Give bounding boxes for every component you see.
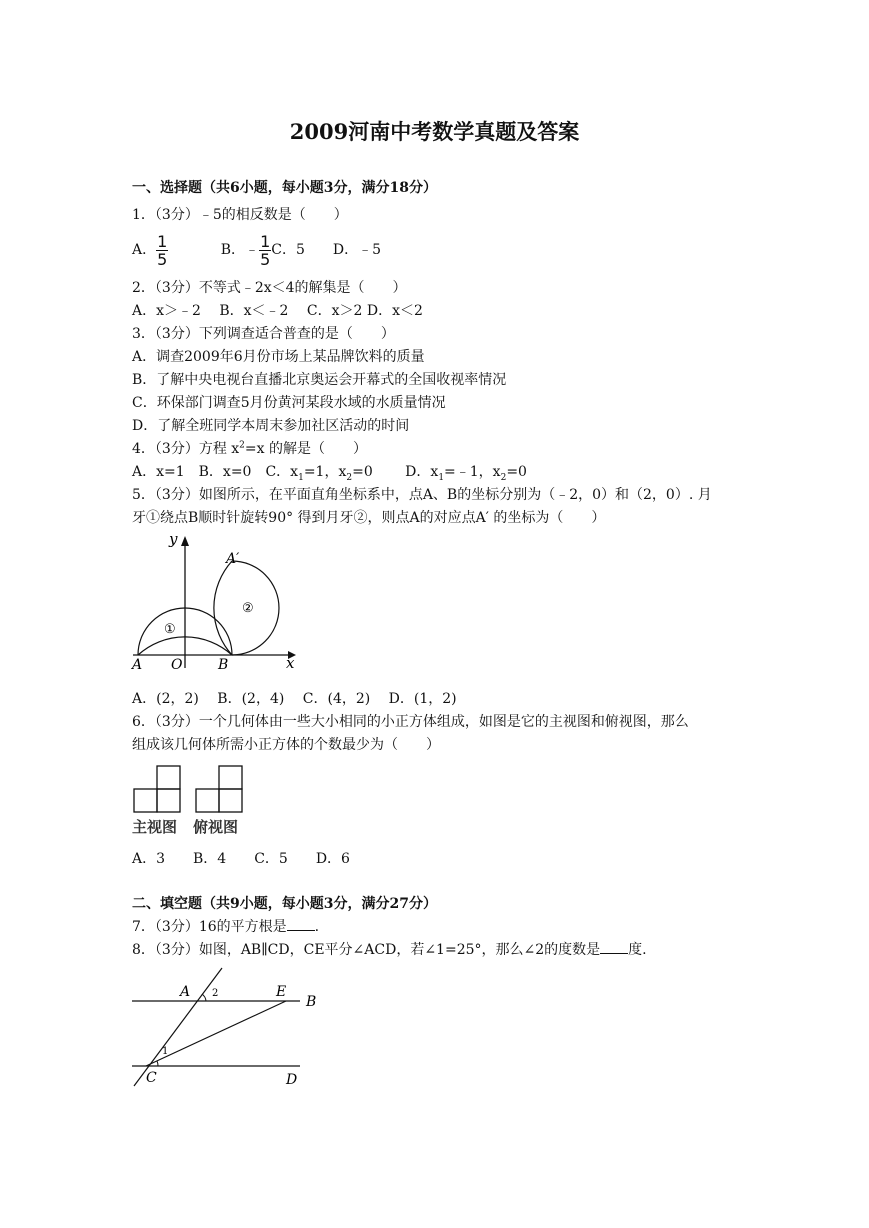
q5-figure bbox=[128, 528, 308, 674]
q7-blank bbox=[287, 916, 315, 931]
q4-c-sub1: 1 bbox=[298, 472, 304, 483]
y-axis-arrow bbox=[181, 536, 189, 546]
q4-stem-sup: 2 bbox=[239, 440, 245, 451]
q6-line1: 6．（3分）一个几何体由一些大小相同的小正方体组成，如图是它的主视图和俯视图，那么 bbox=[132, 714, 689, 730]
label-c: C bbox=[146, 1070, 157, 1086]
front-view bbox=[134, 766, 180, 812]
q1-a-label: A． bbox=[132, 242, 157, 258]
moon2-inner-arc bbox=[214, 561, 232, 655]
q1-b-fraction bbox=[259, 233, 271, 268]
angle1-arc bbox=[157, 1061, 158, 1066]
section2-heading: 二、填空题（共9小题，每小题3分，满分27分） bbox=[132, 896, 437, 912]
q1-a-den: 5 bbox=[157, 249, 168, 269]
q2-options: A．x＞﹣2 B．x＜﹣2 C．x＞2 D．x＜2 bbox=[132, 303, 423, 319]
q6-options: A．3 B．4 C．5 D．6 bbox=[132, 851, 350, 867]
point-a-prime-label: A′ bbox=[226, 551, 240, 567]
page-title: 2009河南中考数学真题及答案 bbox=[289, 119, 580, 144]
q8-figure bbox=[128, 962, 328, 1092]
q3-option-d: D．了解全班同学本周末参加社区活动的时间 bbox=[132, 418, 410, 434]
line-ac bbox=[134, 968, 222, 1086]
q3-stem: 3．（3分）下列调查适合普查的是（ ） bbox=[132, 326, 395, 342]
q7-stem: 7．（3分）16的平方根是 bbox=[132, 919, 287, 935]
q5-line2: 牙①绕点B顺时针旋转90° 得到月牙②，则点A的对应点A′ 的坐标为（ ） bbox=[132, 510, 606, 526]
q4-stem bbox=[132, 438, 367, 458]
q4-c-end: =0 D．x bbox=[352, 464, 439, 480]
moon2-label: ② bbox=[242, 601, 254, 616]
q4-d-mid: =﹣1，x bbox=[444, 464, 501, 480]
label-b: B bbox=[306, 994, 317, 1010]
moon2-outer-arc bbox=[232, 561, 279, 655]
q1-b-label: B．﹣ bbox=[220, 242, 260, 258]
q4-d-sub1: 1 bbox=[438, 472, 445, 483]
q4-opt-ab: A．x=1 B．x=0 C．x bbox=[132, 464, 299, 480]
origin-label: O bbox=[171, 657, 183, 673]
q4-stem-post: =x 的解是（ ） bbox=[244, 441, 367, 457]
top-view-label: 俯视图 bbox=[193, 818, 239, 836]
y-label: y bbox=[169, 530, 178, 548]
q6-figure bbox=[130, 762, 250, 838]
q8-end: 度. bbox=[628, 942, 647, 958]
q4-d-sub2: 2 bbox=[500, 472, 507, 483]
label-1: 1 bbox=[162, 1046, 169, 1057]
q1-b-num: 1 bbox=[260, 231, 271, 251]
q1-b-den: 5 bbox=[260, 249, 271, 269]
label-d: D bbox=[286, 1072, 298, 1088]
angle2-arc bbox=[202, 994, 206, 1001]
point-a-label: A bbox=[132, 657, 143, 673]
section1-heading: 一、选择题（共6小题，每小题3分，满分18分） bbox=[132, 180, 437, 196]
q1-a-num: 1 bbox=[157, 231, 168, 251]
q1-options bbox=[132, 232, 381, 268]
label-a: A bbox=[180, 984, 191, 1000]
q1-stem: 1．（3分）﹣5的相反数是（ ） bbox=[132, 207, 348, 223]
q4-options bbox=[132, 461, 527, 483]
q5-line1: 5．（3分）如图所示，在平面直角坐标系中，点A、B的坐标分别为（﹣2，0）和（2，0）. 月 bbox=[132, 487, 712, 503]
q3-option-b: B．了解中央电视台直播北京奥运会开幕式的全国收视率情况 bbox=[132, 372, 507, 388]
q5-options: A．(2，2) B．(2，4) C．(4，2) D．(1，2) bbox=[132, 691, 457, 707]
q7-end: . bbox=[314, 919, 320, 935]
q6-line2: 组成该几何体所需小正方体的个数最少为（ ） bbox=[132, 737, 440, 753]
point-b-label: B bbox=[218, 657, 229, 673]
moon1-label: ① bbox=[164, 622, 176, 637]
q4-c-sub2: 2 bbox=[346, 472, 353, 483]
q3-option-a: A．调查2009年6月份市场上某品牌饮料的质量 bbox=[132, 349, 425, 365]
q8-blank bbox=[600, 939, 628, 954]
q4-stem-pre: 4．（3分）方程 x bbox=[132, 441, 240, 457]
front-view-label: 主视图 bbox=[132, 818, 178, 836]
q3-option-c: C．环保部门调查5月份黄河某段水域的水质量情况 bbox=[132, 395, 446, 411]
q4-c-mid: =1，x bbox=[303, 464, 347, 480]
q1-cd: C．5 D．﹣5 bbox=[271, 242, 382, 258]
q8 bbox=[132, 939, 647, 959]
q7 bbox=[132, 916, 319, 936]
q8-stem: 8．（3分）如图，AB∥CD，CE平分∠ACD，若∠1=25°，那么∠2的度数是 bbox=[132, 942, 601, 958]
q2-stem: 2．（3分）不等式﹣2x＜4的解集是（ ） bbox=[132, 280, 407, 296]
label-2: 2 bbox=[212, 988, 219, 999]
q1-a-fraction bbox=[156, 233, 168, 268]
x-label: x bbox=[286, 654, 295, 672]
top-view bbox=[196, 766, 242, 812]
label-e: E bbox=[276, 984, 287, 1000]
q4-d-end: =0 bbox=[506, 464, 527, 480]
